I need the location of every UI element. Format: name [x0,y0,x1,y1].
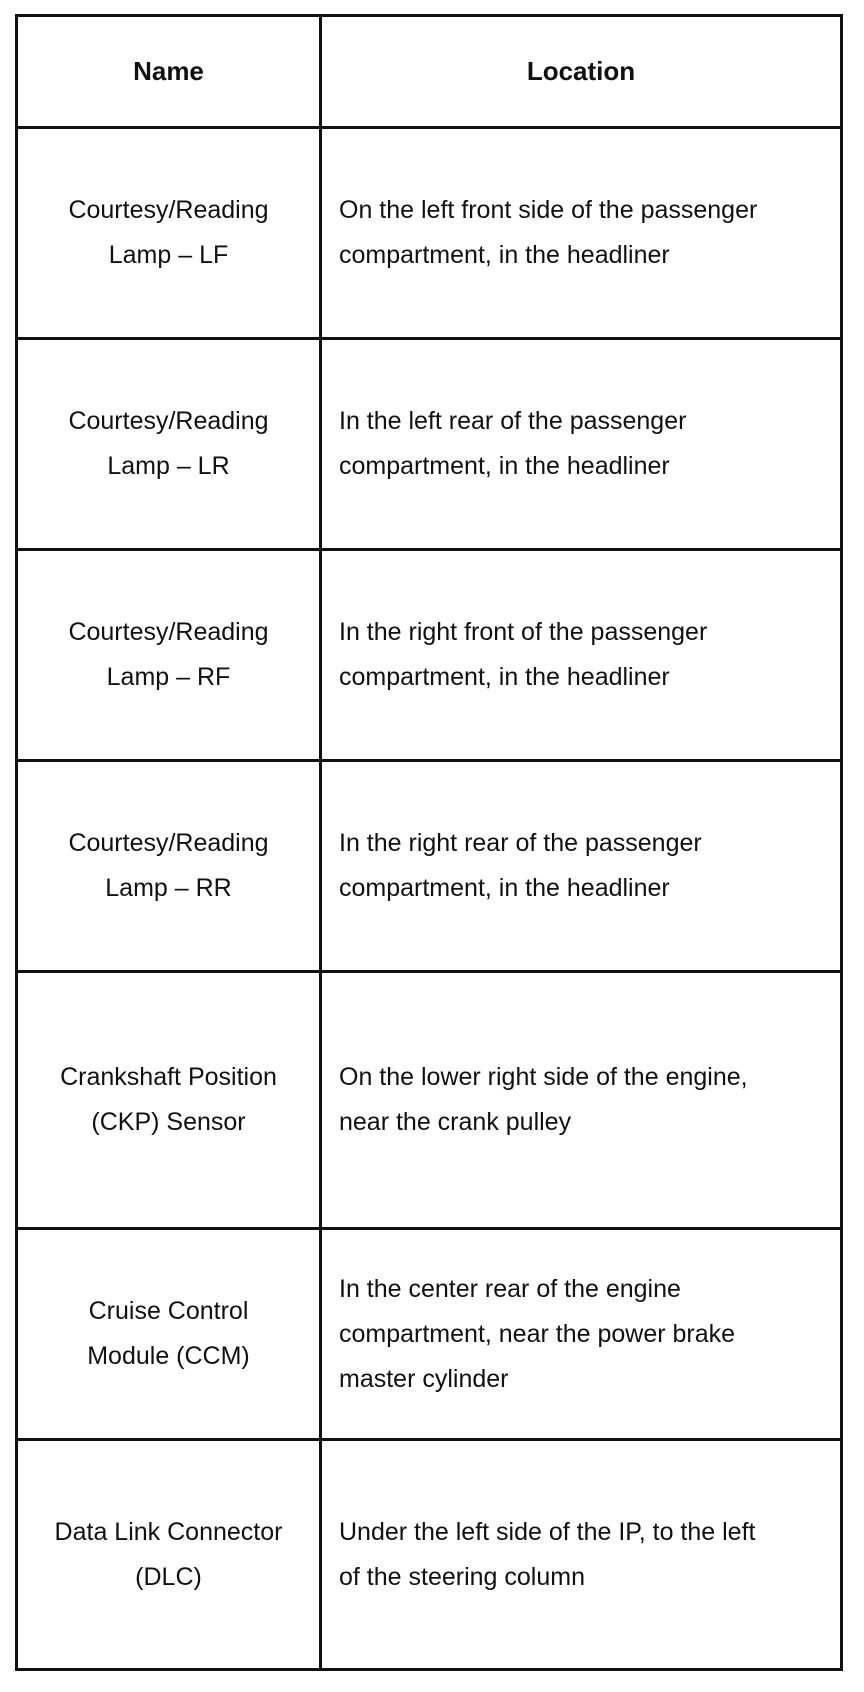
table-row [18,1441,840,1668]
component-location: Under the left side of the IP, to the left of the steering column [339,1517,756,1591]
location-cell [322,1441,840,1668]
table-row [18,973,840,1230]
name-cell [18,129,322,337]
table-row [18,1230,840,1441]
header-location-label: Location [526,56,636,86]
location-cell [322,551,840,759]
component-name: Courtesy/Reading Lamp – LF [68,196,269,269]
component-location: On the lower right side of the engine, near the crank pulley [339,1063,748,1136]
component-name: Courtesy/Reading Lamp – RR [68,829,269,902]
component-location: In the right rear of the passenger compartment, in the headliner [339,829,702,902]
component-name: Courtesy/Reading Lamp – RF [68,618,269,691]
table-row [18,340,840,551]
location-cell [322,340,840,548]
name-cell [18,1441,322,1668]
name-cell [18,551,322,759]
header-name-label: Name [133,56,204,86]
table-row [18,762,840,973]
table-row [18,129,840,340]
table-header-row [18,17,840,129]
component-name: Crankshaft Position (CKP) Sensor [60,1063,277,1136]
component-name: Data Link Connector (DLC) [54,1517,283,1591]
component-name: Courtesy/Reading Lamp – LR [68,407,269,480]
name-cell [18,973,322,1227]
header-cell-location [322,17,840,126]
name-cell [18,762,322,970]
location-cell [322,1230,840,1438]
name-cell [18,1230,322,1438]
component-location: On the left front side of the passenger compartment, in the headliner [339,196,758,269]
component-location: In the right front of the passenger compartment, in the headliner [339,618,708,691]
location-cell [322,762,840,970]
component-name: Cruise Control Module (CCM) [87,1297,250,1370]
component-location: In the left rear of the passenger compartment, in the headliner [339,407,687,480]
component-location: In the center rear of the engine compartment, near the power brake master cylinder [339,1274,736,1393]
name-cell [18,340,322,548]
component-location-table [15,14,843,1671]
location-cell [322,129,840,337]
header-cell-name [18,17,322,126]
location-cell [322,973,840,1227]
table-row [18,551,840,762]
